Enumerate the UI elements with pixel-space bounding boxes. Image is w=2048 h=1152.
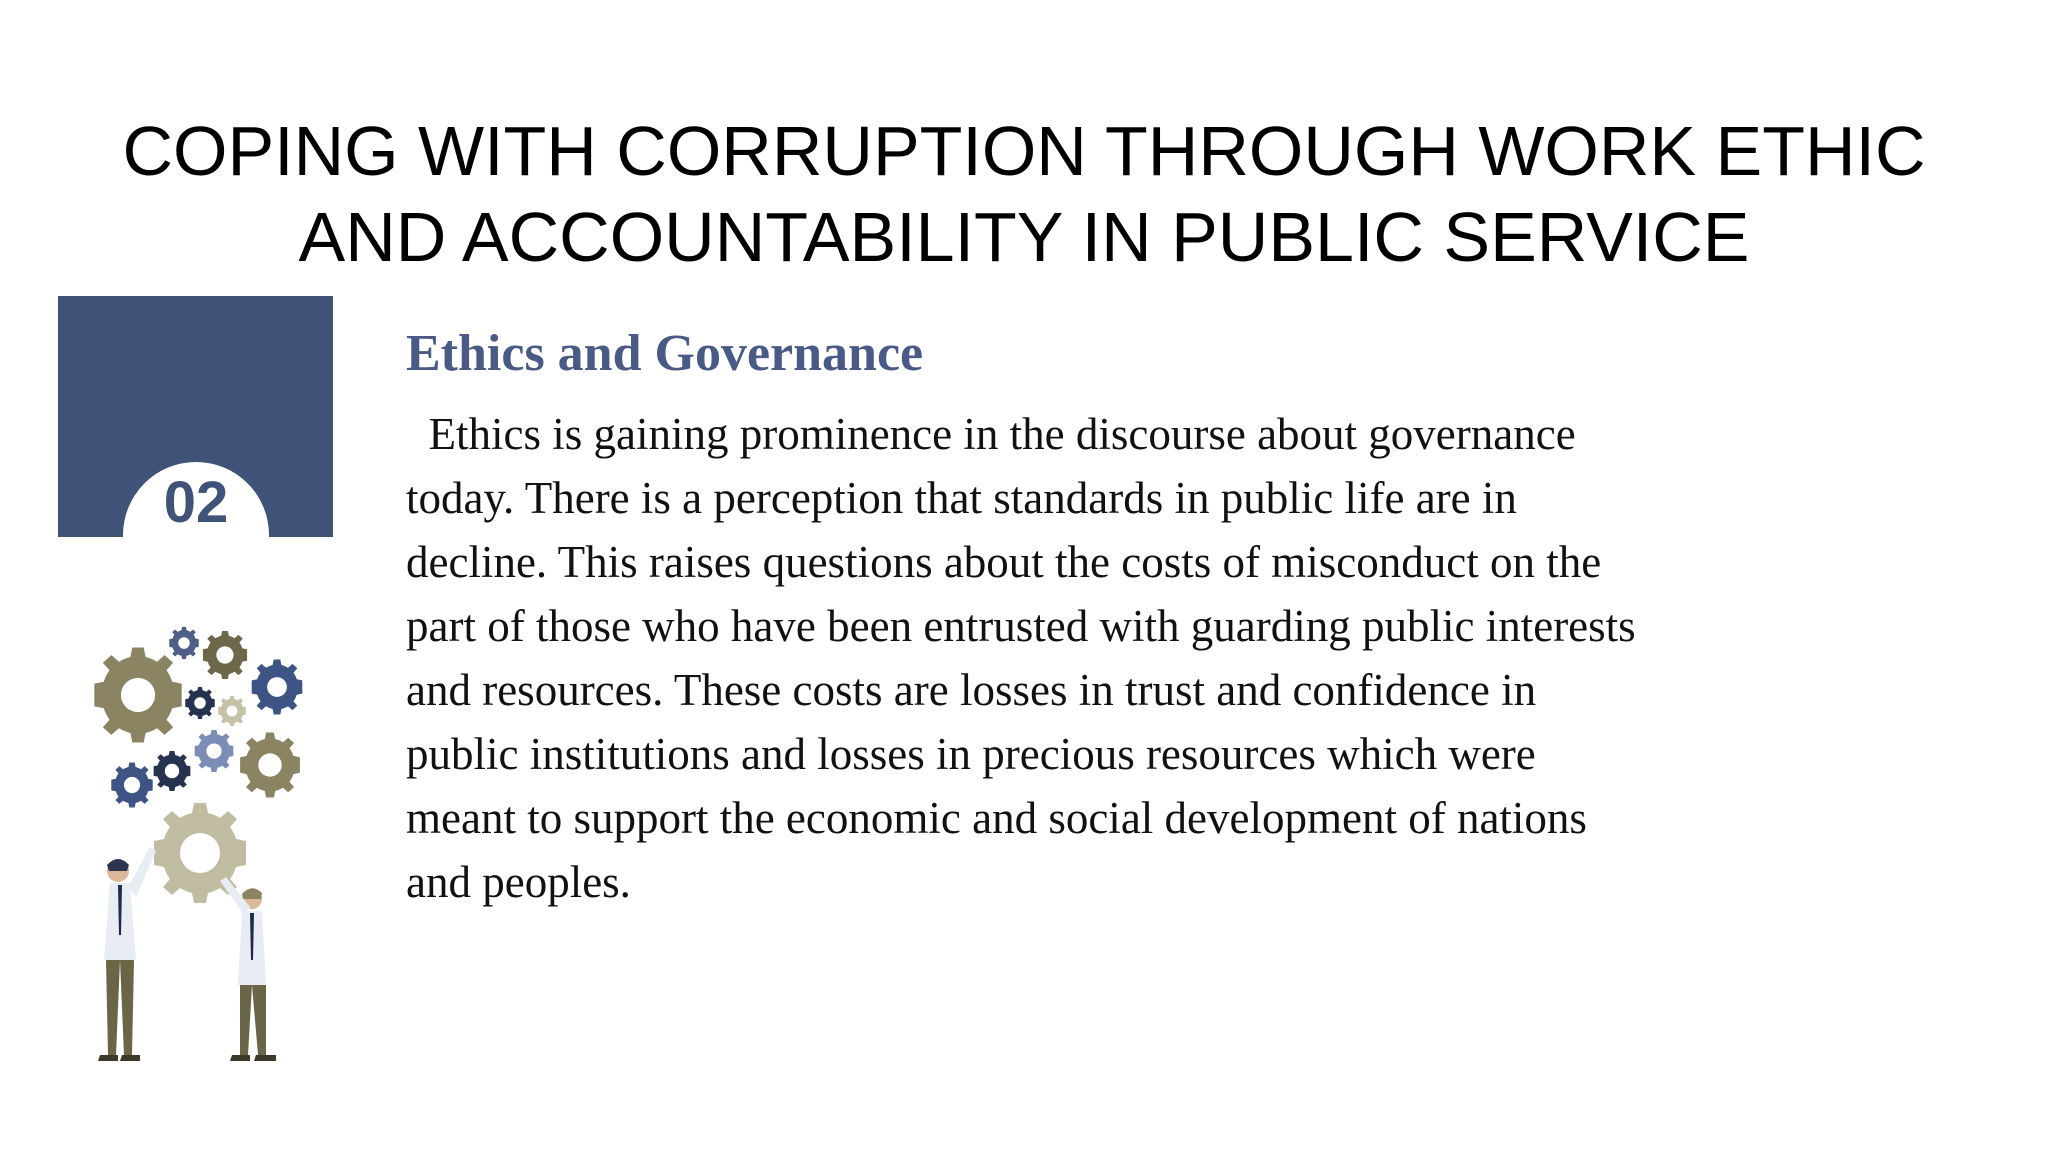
gear-icon (111, 763, 152, 808)
gear-icon (154, 751, 191, 791)
teamwork-gears-illustration (80, 615, 330, 1075)
person-figure-right (220, 877, 276, 1061)
body-paragraph (406, 402, 1966, 914)
gear-icon (203, 631, 247, 679)
body-line-1: Ethics is gaining prominence in the discourse about governance (406, 409, 1576, 459)
slide-title-line-2: AND ACCOUNTABILITY IN PUBLIC SERVICE (298, 198, 1750, 276)
section-heading: Ethics and Governance (406, 325, 924, 382)
body-line-4: part of those who have been entrusted with guarding public interests (406, 601, 1636, 651)
body-line-3: decline. This raises questions about the costs of misconduct on the (406, 537, 1602, 587)
slide-title (60, 108, 1988, 280)
body-line-7: meant to support the economic and social development of nations (406, 793, 1587, 843)
gear-icon (218, 696, 246, 726)
body-line-8: and peoples. (406, 857, 631, 907)
body-line-6: public institutions and losses in precious resources which were (406, 729, 1536, 779)
section-number: 02 (163, 470, 229, 535)
gear-icon (94, 648, 181, 743)
body-line-5: and resources. These costs are losses in trust and confidence in (406, 665, 1537, 715)
gear-icon (240, 733, 300, 798)
gear-icon (169, 627, 198, 659)
gear-icon (195, 730, 234, 772)
slide-title-line-1: COPING WITH CORRUPTION THROUGH WORK ETHIC (122, 112, 1926, 190)
gear-icon (252, 660, 303, 715)
person-figure-left (98, 847, 156, 1061)
body-line-2: today. There is a perception that standards in public life are in (406, 473, 1517, 523)
gear-icon (185, 687, 214, 719)
